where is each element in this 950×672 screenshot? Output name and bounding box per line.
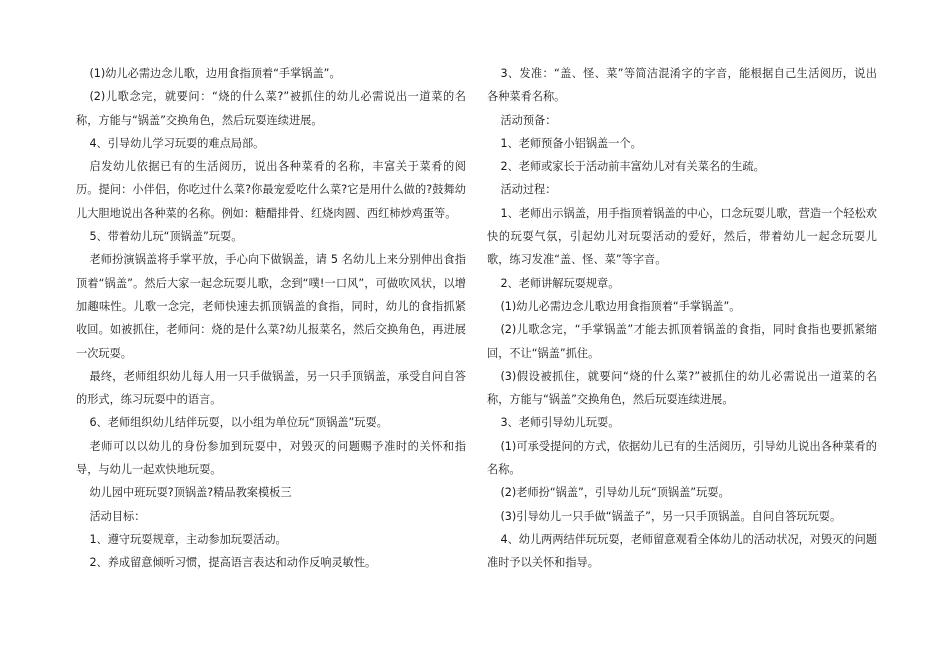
paragraph: 启发幼儿依据已有的生活阅历，说出各种菜肴的名称，丰富关于菜肴的阅历。提问：小伴侣，你吃过什么菜?你最宠爱吃什么菜?它是用什么做的?鼓舞幼儿大胆地说出各种菜的名称。例如：糖醋排骨、红烧肉圆、西红柿炒鸡蛋等。 bbox=[76, 160, 466, 220]
paragraph: 3、发准：“盖、怪、菜”等简洁混淆字的字音，能根据自己生活阅历，说出各种菜肴名称。 bbox=[487, 67, 877, 104]
right-column bbox=[487, 62, 877, 575]
section-heading: 活动预备： bbox=[500, 113, 557, 127]
paragraph: 老师扮演锅盖将手掌平放，手心向下做锅盖，请 5 名幼儿上来分别伸出食指顶着“锅盖”。然后大家一起念玩耍儿歌，念到“噗!一口风”，可做吹风状，以增加趣味性。儿歌一念完，老师快速去抓顶锅盖的食指，同时，幼儿的食指抓紧收回。如被抓住，老师问：烧的是什么菜?幼儿报菜名，然后交换角色，再进展一次玩耍。 bbox=[76, 253, 466, 360]
paragraph: (3)引导幼儿一只手做“锅盖子”，另一只手顶锅盖。自问自答玩玩耍。 bbox=[500, 509, 842, 523]
paragraph: (2)老师扮“锅盖”，引导幼儿玩“顶锅盖”玩耍。 bbox=[500, 486, 730, 500]
paragraph: 3、老师引导幼儿玩耍。 bbox=[500, 416, 620, 430]
paragraph: (1)幼儿必需边念儿歌，边用食指顶着“手掌锅盖”。 bbox=[89, 67, 341, 80]
section-heading: 活动过程： bbox=[500, 183, 557, 197]
paragraph: 6、老师组织幼儿结伴玩耍，以小组为单位玩“顶锅盖”玩耍。 bbox=[89, 416, 388, 430]
paragraph: (3)假设被抓住，就要问“烧的什么菜?”被抓住的幼儿必需说出一道菜的名称，方能与“锅盖”交换角色，然后玩耍连续进展。 bbox=[487, 369, 877, 407]
section-title: 幼儿园中班玩耍?顶锅盖?精品教案模板三 bbox=[89, 486, 292, 500]
paragraph: (2)儿歌念完，“手掌锅盖”才能去抓顶着锅盖的食指，同时食指也要抓紧缩回，不让“锅盖”抓住。 bbox=[487, 323, 877, 360]
paragraph: 2、老师或家长于活动前丰富幼儿对有关菜名的生疏。 bbox=[500, 160, 765, 174]
section-heading: 活动目标： bbox=[89, 509, 146, 523]
paragraph: 最终，老师组织幼儿每人用一只手做锅盖，另一只手顶锅盖，承受自问自答的形式，练习玩耍中的语言。 bbox=[76, 369, 466, 407]
paragraph: 1、老师预备小铝锅盖一个。 bbox=[500, 136, 642, 150]
paragraph: 4、引导幼儿学习玩耍的难点局部。 bbox=[89, 136, 265, 150]
paragraph: 老师可以以幼儿的身份参加到玩耍中，对毁灭的问题赐予准时的关怀和指导，与幼儿一起欢快地玩耍。 bbox=[76, 439, 466, 477]
paragraph: 1、遵守玩耍规章，主动参加玩耍活动。 bbox=[89, 532, 287, 546]
paragraph: (1)幼儿必需边念儿歌边用食指顶着“手掌锅盖”。 bbox=[500, 299, 741, 313]
paragraph: (2)儿歌念完，就要问：“烧的什么菜?”被抓住的幼儿必需说出一道菜的名称，方能与“锅盖”交换角色，然后玩耍连续进展。 bbox=[76, 90, 466, 127]
paragraph: (1)可承受提问的方式，依据幼儿已有的生活阅历，引导幼儿说出各种菜肴的名称。 bbox=[487, 439, 877, 477]
paragraph: 2、养成留意倾听习惯，提高语言表达和动作反响灵敏性。 bbox=[89, 556, 377, 570]
paragraph: 1、老师出示锅盖，用手指顶着锅盖的中心，口念玩耍儿歌，营造一个轻松欢快的玩耍气氛，引起幼儿对玩耍活动的爱好，然后，带着幼儿一起念玩耍儿歌，练习发准“盖、怪、菜”等字音。 bbox=[487, 206, 877, 267]
paragraph: 2、老师讲解玩耍规章。 bbox=[500, 276, 620, 290]
paragraph: 5、带着幼儿玩“顶锅盖”玩耍。 bbox=[89, 230, 243, 244]
paragraph: 4、幼儿两两结伴玩玩耍，老师留意观看全体幼儿的活动状况，对毁灭的问题准时予以关怀和指导。 bbox=[487, 532, 877, 570]
left-column bbox=[76, 62, 466, 575]
